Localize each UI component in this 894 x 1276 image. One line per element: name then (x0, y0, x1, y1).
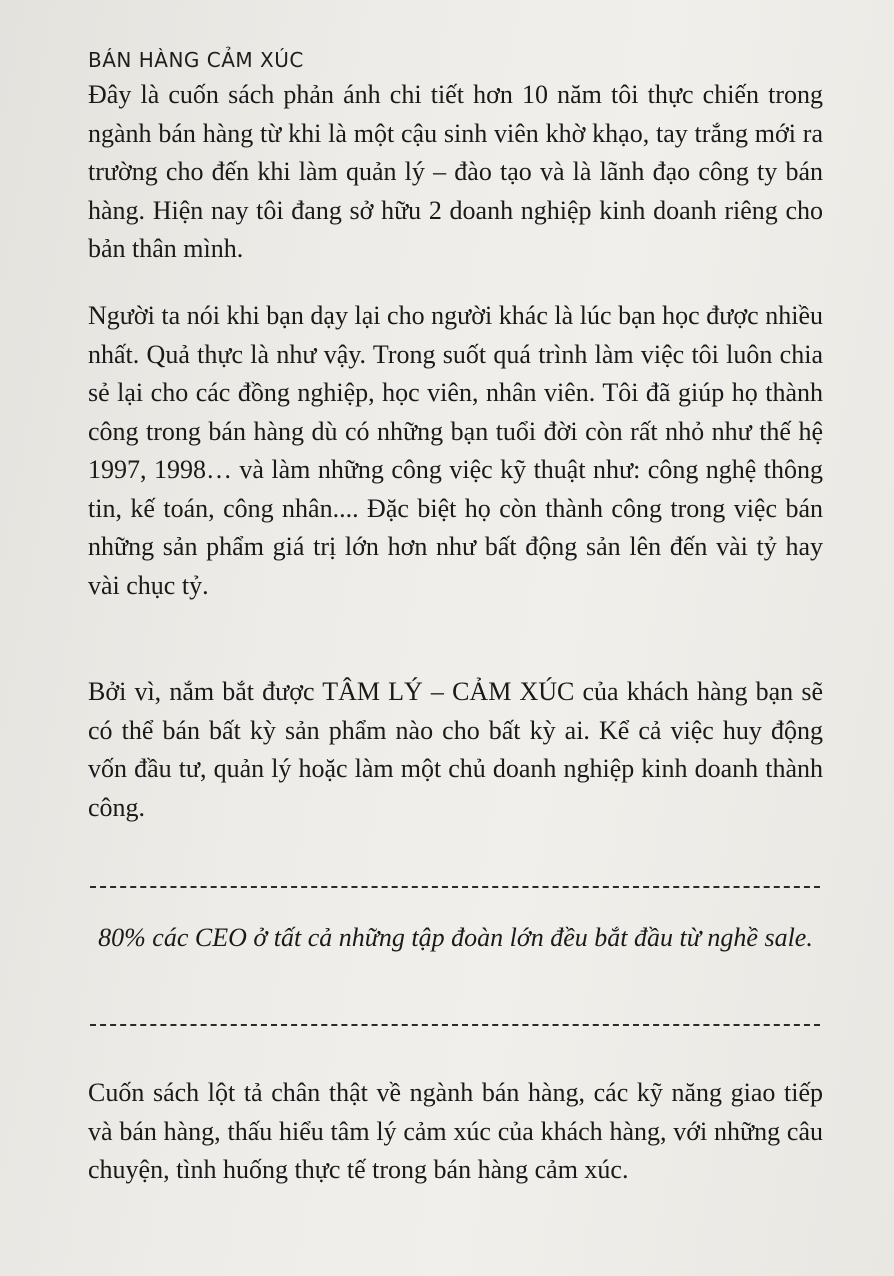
pull-quote: 80% các CEO ở tất cả những tập đoàn lớn đều bắt đầu từ nghề sale. (98, 923, 813, 952)
paragraph-summary: Cuốn sách lột tả chân thật về ngành bán hàng, các kỹ năng giao tiếp và bán hàng, thấu hiểu tâm lý cảm xúc của khách hàng, với những câu chuyện, tình huống thực tế trong bán hàng cảm xúc. (88, 1078, 823, 1184)
paragraph-intro: Đây là cuốn sách phản ánh chi tiết hơn 10 năm tôi thực chiến trong ngành bán hàng từ khi là một cậu sinh viên khờ khạo, tay trắng mới ra trường cho đến khi làm quản lý – đào tạo và là lãnh đạo công ty bán hàng. Hiện nay tôi đang sở hữu 2 doanh nghiệp kinh doanh riêng cho bản thân mình. (88, 80, 823, 263)
paragraph-teaching: Người ta nói khi bạn dạy lại cho người khác là lúc bạn học được nhiều nhất. Quả thực là như vậy. Trong suốt quá trình làm việc tôi luôn chia sẻ lại cho các đồng nghiệp, học viên, nhân viên. Tôi đã giúp họ thành công trong bán hàng dù có những bạn tuổi đời còn rất nhỏ như thế hệ 1997, 1998… và làm những công việc kỹ thuật như: công nghệ thông tin, kế toán, công nhân.... Đặc biệt họ còn thành công trong việc bán những sản phẩm giá trị lớn hơn như bất động sản lên đến vài tỷ hay vài chục tỷ. (88, 301, 823, 600)
dashed-divider-top (90, 886, 820, 888)
dashed-divider-bottom (90, 1024, 820, 1026)
running-header: BÁN HÀNG CẢM XÚC (88, 48, 304, 72)
paragraph-psychology: Bởi vì, nắm bắt được TÂM LÝ – CẢM XÚC của khách hàng bạn sẽ có thể bán bất kỳ sản phẩm nào cho bất kỳ ai. Kể cả việc huy động vốn đầu tư, quản lý hoặc làm một chủ doanh nghiệp kinh doanh thành công. (88, 677, 823, 822)
